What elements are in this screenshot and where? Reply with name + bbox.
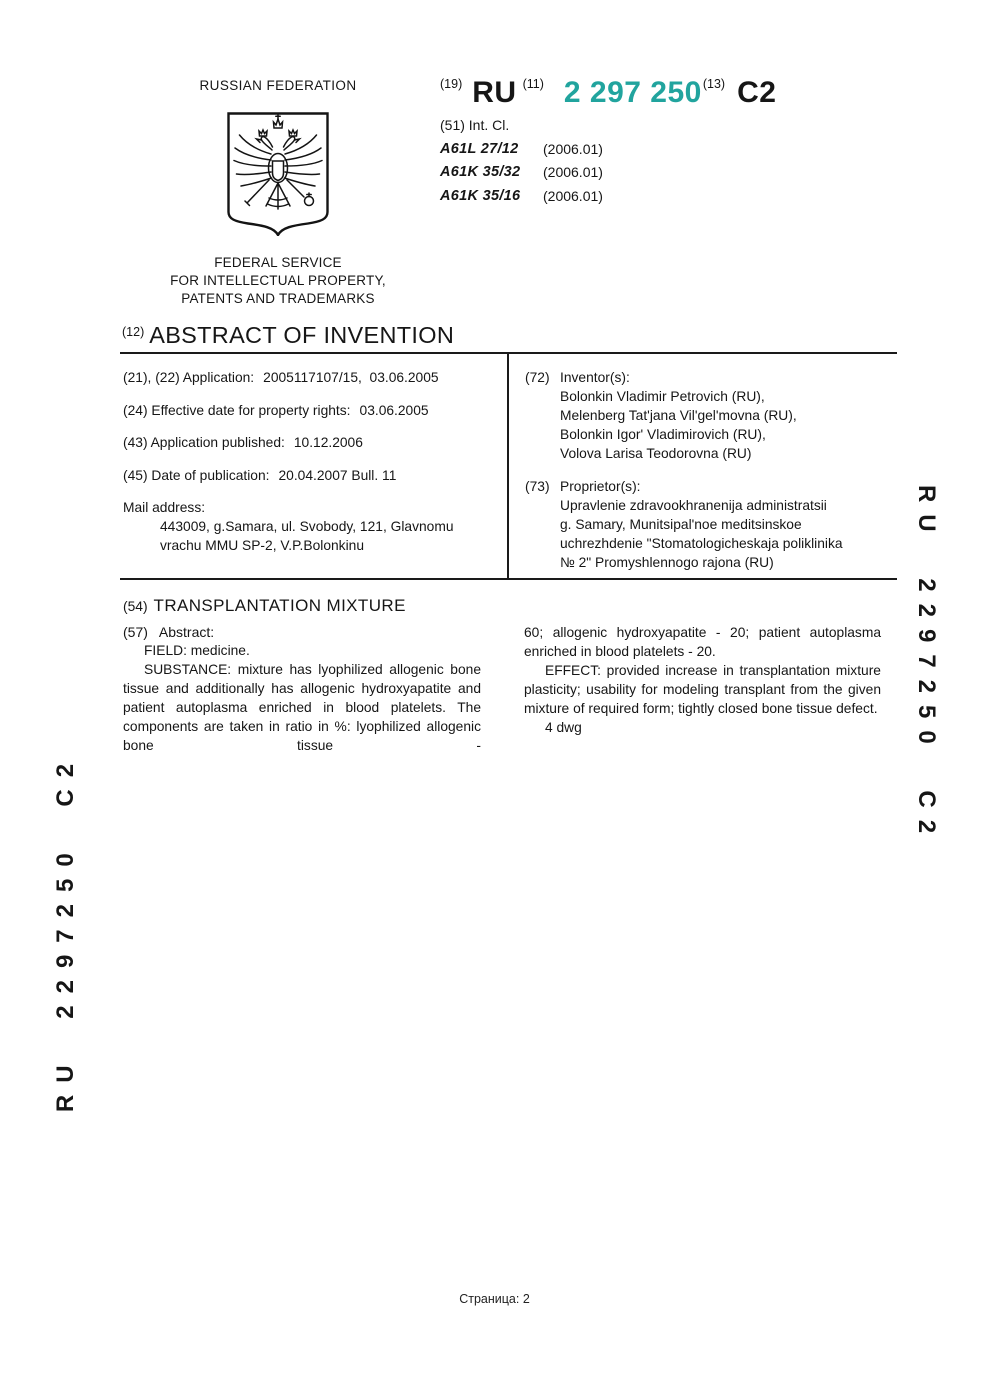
section-heading bbox=[122, 322, 454, 349]
ind-72-label: (72) bbox=[525, 370, 550, 385]
ipc-version: (2006.01) bbox=[543, 140, 603, 157]
header-left bbox=[148, 78, 408, 308]
abstract-continuation: 60; allogenic hydroxyapatite - 20; patient autoplasma enriched in blood platelets - 20. bbox=[524, 625, 881, 659]
text-line: g. Samary, Munitsipal'noe meditsinskoe bbox=[560, 517, 802, 532]
proprietors-block bbox=[525, 477, 890, 572]
published-entry bbox=[123, 433, 495, 452]
text-line: Melenberg Tat'jana Vil'gel'movna (RU), bbox=[560, 408, 797, 423]
abstract-effect: EFFECT: provided increase in transplantation mixture plasticity; usability for modeling transplant from the given mixture of required form; tightly closed bone tissue defect. bbox=[524, 662, 881, 716]
side-code-right: RU 2297250 C2 bbox=[913, 484, 940, 846]
proprietors-label: Proprietor(s): bbox=[560, 479, 641, 494]
entry-label: (43) Application published: bbox=[123, 435, 285, 450]
text-line: Upravlenie zdravookhranenija administratsii bbox=[560, 498, 827, 513]
country-code: RU bbox=[472, 76, 517, 109]
coat-of-arms bbox=[225, 110, 331, 236]
proprietors-list bbox=[525, 496, 890, 572]
ind-57-label: (57) bbox=[123, 624, 148, 640]
text-line: Bolonkin Igor' Vladimirovich (RU), bbox=[560, 427, 766, 442]
country-name: RUSSIAN FEDERATION bbox=[199, 78, 357, 93]
entry-value: 03.06.2005 bbox=[359, 402, 429, 418]
publication-number: 2 297 250 bbox=[563, 76, 702, 109]
ind-12-label: (12) bbox=[122, 325, 145, 339]
abstract-heading bbox=[123, 624, 214, 640]
abstract-column-2 bbox=[524, 624, 881, 737]
text-line: Bolonkin Vladimir Petrovich (RU), bbox=[560, 389, 765, 404]
entry-value: 20.04.2007 Bull. 11 bbox=[278, 467, 397, 483]
text-line: Volova Larisa Teodorovna (RU) bbox=[560, 446, 752, 461]
invention-title: TRANSPLANTATION MIXTURE bbox=[153, 596, 406, 615]
classification-row bbox=[440, 188, 776, 204]
classification-row bbox=[440, 164, 776, 180]
kind-code: C2 bbox=[737, 76, 777, 109]
entry-value: 10.12.2006 bbox=[293, 435, 363, 450]
side-code-left: RU 2297250 C2 bbox=[52, 751, 79, 1113]
header-right bbox=[440, 76, 776, 204]
ipc-code: A61K 35/16 bbox=[440, 187, 521, 204]
abstract-substance: SUBSTANCE: mixture has lyophilized allogenic bone tissue and additionally has allogenic hydroxyapatite and patient autoplasma enriched in blood platelets. The components are taken in ratio in %: lyophilized allogenic bone tissue - bbox=[123, 661, 481, 753]
text-line: vrachu MMU SP-2, V.P.Bolonkinu bbox=[160, 538, 364, 553]
ind-54-label: (54) bbox=[123, 599, 148, 614]
inventors-block bbox=[525, 368, 890, 463]
ipc-code: A61L 27/12 bbox=[440, 140, 519, 157]
application-entry bbox=[123, 368, 495, 387]
text-line: № 2" Promyshlennogo rajona (RU) bbox=[560, 555, 774, 570]
ind-73-label: (73) bbox=[525, 479, 550, 494]
abstract-column-1 bbox=[123, 642, 481, 755]
page-number: Страница: 2 bbox=[459, 1292, 530, 1306]
publication-row bbox=[440, 76, 776, 108]
horizontal-rule-bottom bbox=[120, 578, 897, 580]
publication-date-entry bbox=[123, 466, 495, 485]
int-cl-label: (51) Int. Cl. bbox=[440, 117, 510, 133]
text-line: FEDERAL SERVICE bbox=[214, 255, 342, 270]
double-headed-eagle-icon bbox=[225, 110, 331, 236]
page-title: ABSTRACT OF INVENTION bbox=[149, 322, 455, 348]
ipc-code: A61K 35/32 bbox=[440, 164, 521, 180]
mail-address-value bbox=[123, 517, 495, 555]
text-line: PATENTS AND TRADEMARKS bbox=[181, 291, 375, 306]
text-line: uchrezhdenie "Stomatologicheskaja poliklinika bbox=[560, 536, 843, 551]
text-line: 443009, g.Samara, ul. Svobody, 121, Glavnomu bbox=[160, 519, 454, 534]
invention-title-row bbox=[123, 596, 406, 616]
entry-value: 2005117107/15, 03.06.2005 bbox=[263, 370, 439, 385]
proprietors-heading bbox=[525, 477, 890, 496]
entry-label: (45) Date of publication: bbox=[123, 467, 270, 483]
abstract-field: FIELD: medicine. bbox=[144, 643, 250, 658]
office-name bbox=[148, 254, 408, 308]
biblio-right-column bbox=[525, 368, 890, 572]
inventors-list bbox=[525, 387, 890, 463]
ind-13-label: (13) bbox=[702, 77, 726, 91]
biblio-left-column bbox=[123, 368, 495, 555]
abstract-drawings-count: 4 dwg bbox=[545, 719, 582, 735]
ind-11-label: (11) bbox=[522, 77, 544, 91]
mail-address-label: Mail address: bbox=[123, 500, 206, 515]
text-line: FOR INTELLECTUAL PROPERTY, bbox=[170, 273, 386, 288]
classification-row bbox=[440, 141, 776, 157]
inventors-label: Inventor(s): bbox=[560, 370, 630, 385]
ind-19-label: (19) bbox=[440, 77, 463, 91]
effective-date-entry bbox=[123, 401, 495, 420]
abstract-label: Abstract: bbox=[158, 624, 215, 640]
ipc-version: (2006.01) bbox=[543, 187, 603, 204]
ipc-version: (2006.01) bbox=[543, 164, 603, 180]
entry-label: (24) Effective date for property rights: bbox=[123, 402, 351, 418]
entry-label: (21), (22) Application: bbox=[123, 370, 255, 385]
column-divider bbox=[507, 352, 509, 580]
inventors-heading bbox=[525, 368, 890, 387]
